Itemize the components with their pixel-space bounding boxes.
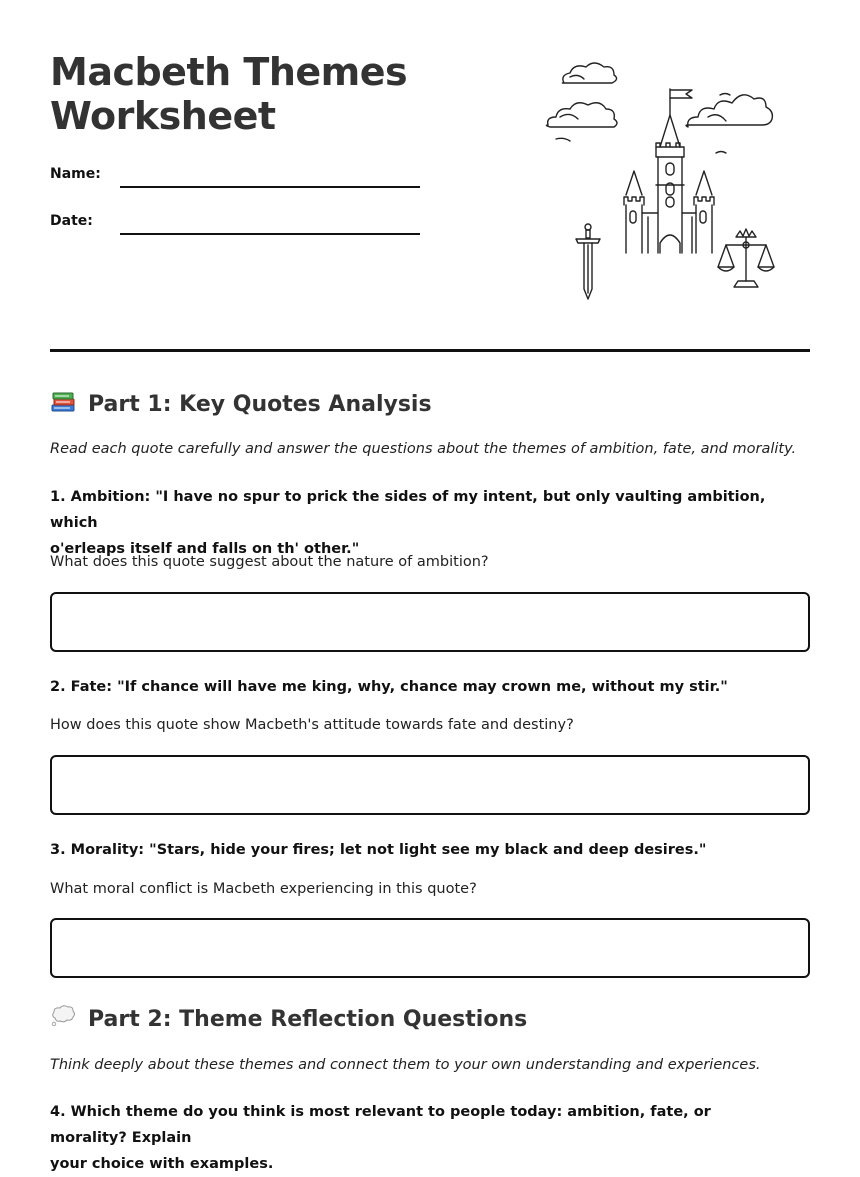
question-1-line-2: o'erleaps itself and falls on th' other." [50, 541, 360, 557]
answer-box-2[interactable] [50, 755, 810, 815]
answer-box-3[interactable] [50, 918, 810, 978]
question-3 [50, 837, 780, 863]
question-1-prompt: What does this quote suggest about the nature of ambition? [50, 554, 489, 570]
cloud-icon [562, 63, 616, 83]
part2-heading [50, 1004, 527, 1034]
sword-icon [576, 224, 600, 299]
date-field[interactable] [120, 233, 420, 235]
flag-icon [670, 89, 692, 115]
title-line-2: Worksheet [50, 94, 276, 138]
name-label: Name: [50, 166, 101, 182]
castle-icon [624, 115, 714, 253]
bird-icon [716, 152, 726, 154]
cloud-icon [686, 95, 772, 127]
bird-icon [720, 94, 730, 96]
question-2-prompt: How does this quote show Macbeth's attitude towards fate and destiny? [50, 717, 574, 733]
books-icon [50, 389, 78, 419]
castle-illustration [540, 55, 790, 305]
part1-heading [50, 389, 432, 419]
cloud-icon [546, 103, 617, 127]
question-1 [50, 484, 780, 562]
part2-intro: Think deeply about these themes and connect them to your own understanding and experiences. [50, 1057, 761, 1073]
question-2-line-1: 2. Fate: "If chance will have me king, why, chance may crown me, without my stir." [50, 679, 728, 695]
title-line-1: Macbeth Themes [50, 50, 408, 94]
date-label: Date: [50, 213, 93, 229]
question-4-line-2: your choice with examples. [50, 1156, 274, 1172]
question-3-line-1: 3. Morality: "Stars, hide your fires; let not light see my black and deep desires." [50, 842, 707, 858]
name-field[interactable] [120, 186, 420, 188]
answer-box-1[interactable] [50, 592, 810, 652]
part1-title: Part 1: Key Quotes Analysis [88, 391, 432, 417]
part2-title: Part 2: Theme Reflection Questions [88, 1006, 528, 1032]
scales-icon [718, 229, 774, 287]
question-4 [50, 1099, 780, 1177]
divider [50, 349, 810, 352]
question-1-line-1: 1. Ambition: "I have no spur to prick the sides of my intent, but only vaulting ambition, which [50, 489, 766, 531]
question-2 [50, 674, 780, 700]
thought-bubble-icon [50, 1004, 78, 1034]
question-4-line-1: 4. Which theme do you think is most relevant to people today: ambition, fate, or morality? Explain [50, 1104, 711, 1146]
worksheet-title [50, 50, 470, 138]
bird-icon [556, 138, 570, 141]
part1-intro: Read each quote carefully and answer the questions about the themes of ambition, fate, and morality. [50, 441, 797, 457]
question-3-prompt: What moral conflict is Macbeth experiencing in this quote? [50, 881, 477, 897]
